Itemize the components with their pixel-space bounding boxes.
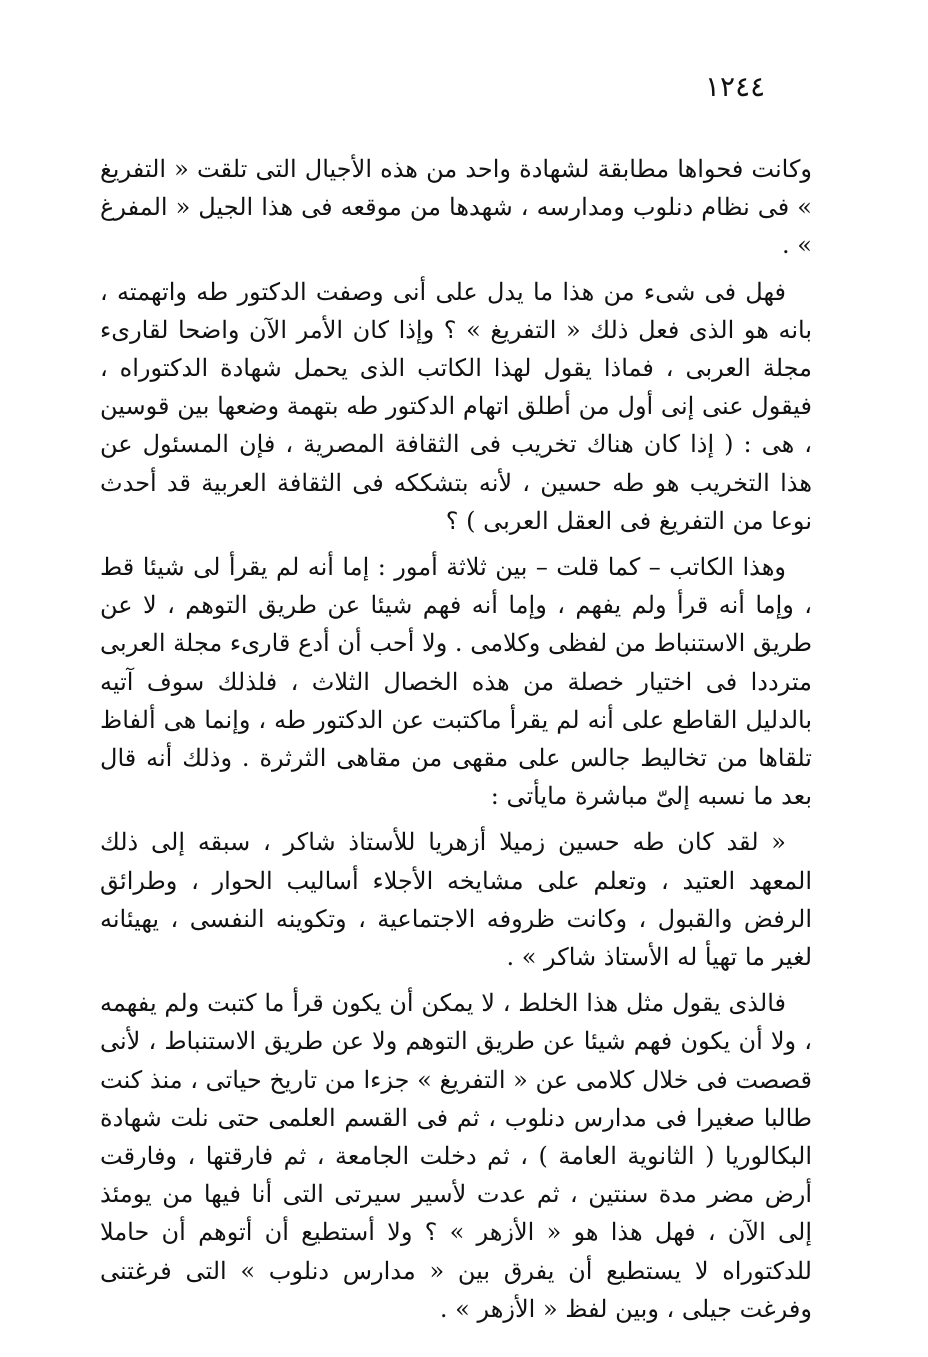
paragraph-3: وهذا الكاتب – كما قلت – بين ثلاثة أمور : إما أنه لم يقرأ لى شيئا قط ، وإما أنه قرأ ولم يفهم ، وإما أنه فهم شيئا عن طريق التوهم ، لا عن طريق الاستنباط من لفظى وكلامى . ولا أحب أن أدع قارىء مجلة العربى مترددا فى اختيار خصلة من هذه الخصال الثلاث ، فلذلك سوف آتيه بالدليل القاطع على أنه لم يقرأ ماكتبت عن الدكتور طه ، وإنما هى ألفاظ تلقاها من تخاليط جالس على مقهى من مقاهى الثرثرة . وذلك أنه قال بعد ما نسبه إلىّ مباشرة مايأتى : [100,553,812,811]
body-text [100,150,812,1336]
paragraph-5: فالذى يقول مثل هذا الخلط ، لا يمكن أن يكون قرأ ما كتبت ولم يفهمه ، ولا أن يكون فهم شيئا عن طريق التوهم ولا عن طريق الاستنباط ، لأنى قصصت فى خلال كلامى عن « التفريغ » جزءا من تاريخ حياتى ، منذ كنت طالبا صغيرا فى مدارس دنلوب ، ثم فى القسم العلمى حتى نلت شهادة البكالوريا ( الثانوية العامة ) ، ثم دخلت الجامعة ، ثم فارقتها ، وفارقت أرض مضر مدة سنتين ، ثم عدت لأسير سيرتى التى أنا فيها من يومئذ إلى الآن ، فهل هذا هو « الأزهر » ؟ ولا أستطيع أن أتوهم أن حاملا للدكتوراه لا يستطيع أن يفرق بين « مدارس دنلوب » التى فرغتنى وفرغت جيلى ، وبين لفظ « الأزهر » . [100,989,812,1323]
quotation-paragraph: « لقد كان طه حسين زميلا أزهريا للأستاذ شاكر ، سبقه إلى ذلك المعهد العتيد ، وتعلم على مشايخه الأجلاء أساليب الحوار ، وطرائق الرفض والقبول ، وكانت ظروفه الاجتماعية ، وتكوينه النفسى ، يهيئانه لغير ما تهيأ له الأستاذ شاكر » . [100,828,812,972]
paragraph-1: وكانت فحواها مطابقة لشهادة واحد من هذه الأجيال التى تلقت « التفريغ » فى نظام دنلوب ومدارسه ، شهدها من موقعه فى هذا الجيل « المفرغ » . [100,155,812,260]
page-number: ١٢٤٤ [705,70,766,103]
paragraph-2: فهل فى شىء من هذا ما يدل على أنى وصفت الدكتور طه واتهمته ، بانه هو الذى فعل ذلك « التفريغ » ؟ وإذا كان الأمر الآن واضحا لقارىء مجلة العربى ، فماذا يقول لهذا الكاتب الذى يحمل شهادة الدكتوراه ، فيقول عنى إنى أول من أطلق اتهام الدكتور طه بتهمة وضعها بين قوسين ، هى : ( إذا كان هناك تخريب فى الثقافة المصرية ، فإن المسئول عن هذا التخريب هو طه حسين ، لأنه بتشككه فى الثقافة العربية قد أحدث نوعا من التفريغ فى العقل العربى ) ؟ [100,277,813,535]
